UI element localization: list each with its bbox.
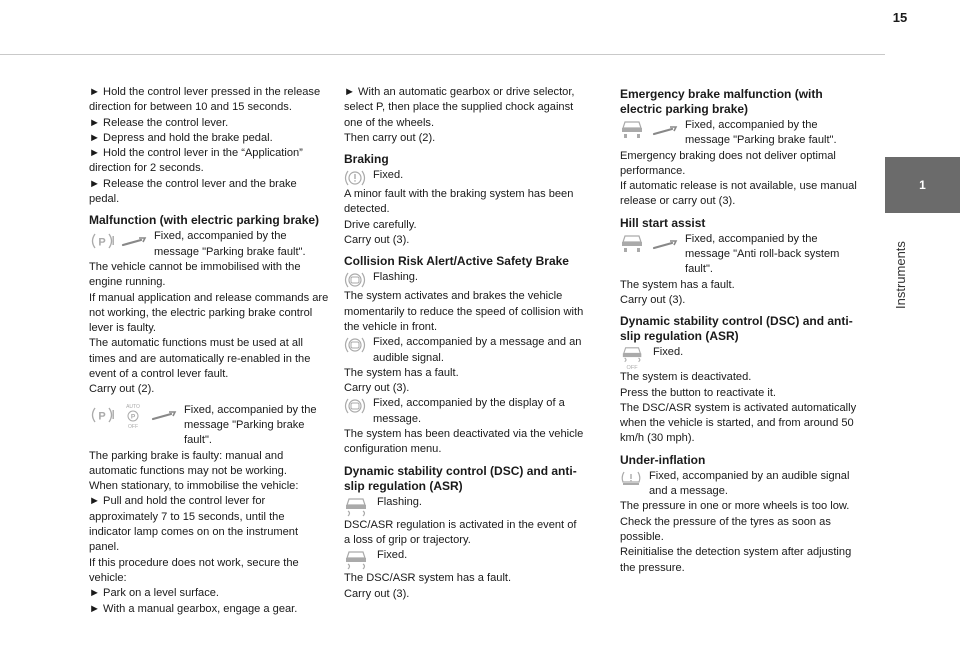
paragraph: Then carry out (2). [344, 131, 436, 144]
chapter-tab-number: 1 [919, 178, 926, 192]
paragraph: Reinitialise the detection system after adjusting the pressure. [620, 546, 852, 574]
paragraph: ► With an automatic gearbox or drive selector, select P, then place the supplied chock against one of the wheels. [344, 86, 575, 129]
warning-row [344, 396, 584, 427]
warning-row [620, 469, 860, 500]
paragraph: ► Release the control lever and the brake pedal. [89, 177, 297, 206]
parking-brake-icon [89, 406, 115, 424]
emergency-brake-car-icon [620, 119, 646, 141]
warning-row [344, 495, 584, 518]
column-3 [620, 87, 860, 576]
warning-description: Fixed, accompanied by the message "Parking brake fault". [685, 119, 837, 147]
paragraph: Check the pressure of the tyres as soon as possible. [620, 515, 831, 543]
paragraph: ► Hold the control lever pressed in the release direction for between 10 and 15 seconds. [89, 86, 321, 114]
warning-description: Fixed, accompanied by the message "Parking brake fault". [184, 403, 317, 447]
warning-row [89, 229, 329, 260]
paragraph: The system is deactivated. [620, 371, 752, 384]
paragraph: Carry out (2). [89, 383, 155, 396]
warning-description: Fixed, accompanied by the message "Anti roll-back system fault". [685, 232, 840, 276]
paragraph: Carry out (3). [344, 382, 410, 395]
paragraph: If this procedure does not work, secure the vehicle: [89, 556, 299, 584]
section-heading: Dynamic stability control (DSC) and anti-slip regulation (ASR) [620, 314, 853, 344]
tyre-pressure-icon [620, 470, 642, 490]
svg-text:P: P [98, 236, 106, 249]
section-heading: Dynamic stability control (DSC) and anti-slip regulation (ASR) [344, 463, 577, 493]
paragraph: ► Park on a level surface. [89, 587, 219, 600]
section-heading: Collision Risk Alert/Active Safety Brake [344, 254, 569, 269]
paragraph: The pressure in one or more wheels is too low. [620, 500, 850, 513]
warning-description: Flashing. [377, 495, 423, 508]
warning-row [620, 345, 860, 370]
paragraph: Drive carefully. [344, 218, 417, 231]
dsc-skid-icon [344, 549, 370, 571]
warning-description: Fixed. [373, 169, 404, 182]
paragraph: The system has a fault. [344, 366, 459, 379]
page-number: 15 [892, 10, 908, 25]
warning-row [620, 118, 860, 149]
warning-description: Flashing. [373, 271, 419, 284]
section-heading: Under-inflation [620, 452, 706, 467]
brake-warning-icon [344, 169, 366, 187]
svg-text:P: P [130, 413, 136, 421]
collision-alert-icon [344, 271, 366, 289]
section-heading: Hill start assist [620, 215, 706, 230]
warning-description: Fixed. [653, 346, 684, 359]
paragraph: The vehicle cannot be immobilised with the engine running. [89, 260, 301, 289]
warning-row [620, 232, 860, 278]
dsc-skid-icon [344, 496, 370, 518]
off-label: OFF [128, 423, 138, 429]
collision-alert-icon [344, 397, 366, 415]
paragraph: A minor fault with the braking system has been detected. [344, 188, 574, 216]
paragraph: The automatic functions must be used at all times and are automatically re-enabled in the event of a control lever fault. [89, 337, 311, 381]
header-rule [0, 54, 885, 55]
warning-description: Fixed. [377, 549, 408, 562]
chapter-tab[interactable] [885, 157, 960, 213]
paragraph: ► Depress and hold the brake pedal. [89, 131, 273, 144]
spanner-icon [151, 411, 177, 421]
paragraph: ► Hold the control lever in the “Application” direction for 2 seconds. [89, 147, 303, 175]
paragraph: Emergency braking does not deliver optimal performance. [620, 149, 836, 177]
off-label: OFF [626, 365, 638, 371]
paragraph: If automatic release is not available, use manual release or carry out (3). [620, 180, 857, 208]
parking-brake-icon [89, 232, 115, 250]
paragraph: DSC/ASR regulation is activated in the event of a loss of grip or trajectory. [344, 518, 577, 546]
paragraph: Carry out (3). [620, 293, 686, 306]
paragraph: When stationary, to immobilise the vehicle: [89, 480, 299, 493]
paragraph: The system activates and brakes the vehicle momentarily to reduce the speed of collision with the vehicle in front. [344, 290, 584, 333]
column-1 [89, 85, 329, 617]
paragraph: Carry out (3). [344, 587, 410, 600]
spanner-icon [652, 126, 678, 136]
warning-row [344, 168, 584, 187]
paragraph: If manual application and release commands are not working, the electric parking brake control lever is faulty. [89, 291, 329, 335]
paragraph: The system has been deactivated via the vehicle configuration menu. [344, 428, 584, 456]
section-heading: Emergency brake malfunction (with electric parking brake) [620, 87, 823, 116]
spanner-icon [121, 237, 147, 247]
warning-row [344, 548, 584, 571]
paragraph: ► With a manual gearbox, engage a gear. [89, 602, 298, 615]
paragraph: The DSC/ASR system has a fault. [344, 572, 512, 585]
warning-description: Fixed, accompanied by the display of a message. [373, 397, 565, 425]
paragraph: ► Pull and hold the control lever for approximately 7 to 15 seconds, until the indicator lamp comes on on the instrument panel. [89, 495, 299, 554]
paragraph: Press the button to reactivate it. [620, 386, 777, 399]
section-heading: Malfunction (with electric parking brake) [89, 213, 320, 228]
svg-text:P: P [98, 410, 106, 423]
paragraph: The system has a fault. [620, 278, 735, 291]
auto-off-parking-icon [121, 403, 145, 429]
warning-description: Fixed, accompanied by the message "Parking brake fault". [154, 230, 306, 258]
column-2 [344, 85, 584, 602]
warning-description: Fixed, accompanied by a message and an audible signal. [373, 336, 582, 364]
warning-row [344, 270, 584, 289]
warning-row [344, 335, 584, 366]
spanner-icon [652, 240, 678, 250]
warning-description: Fixed, accompanied by an audible signal and a message. [649, 469, 850, 498]
warning-row [89, 403, 329, 449]
section-heading: Braking [344, 152, 389, 167]
hill-assist-car-icon [620, 233, 646, 255]
paragraph: The parking brake is faulty: manual and automatic functions may not be working. [89, 449, 287, 477]
collision-alert-icon [344, 336, 366, 354]
paragraph: Carry out (3). [344, 234, 410, 247]
paragraph: ► Release the control lever. [89, 116, 229, 129]
paragraph: The DSC/ASR system is activated automatically when the vehicle is started, and from around 50 km/h (30 mph). [620, 401, 857, 445]
auto-label: AUTO [126, 403, 140, 410]
dsc-off-icon [620, 346, 646, 370]
chapter-label: Instruments [893, 241, 908, 309]
